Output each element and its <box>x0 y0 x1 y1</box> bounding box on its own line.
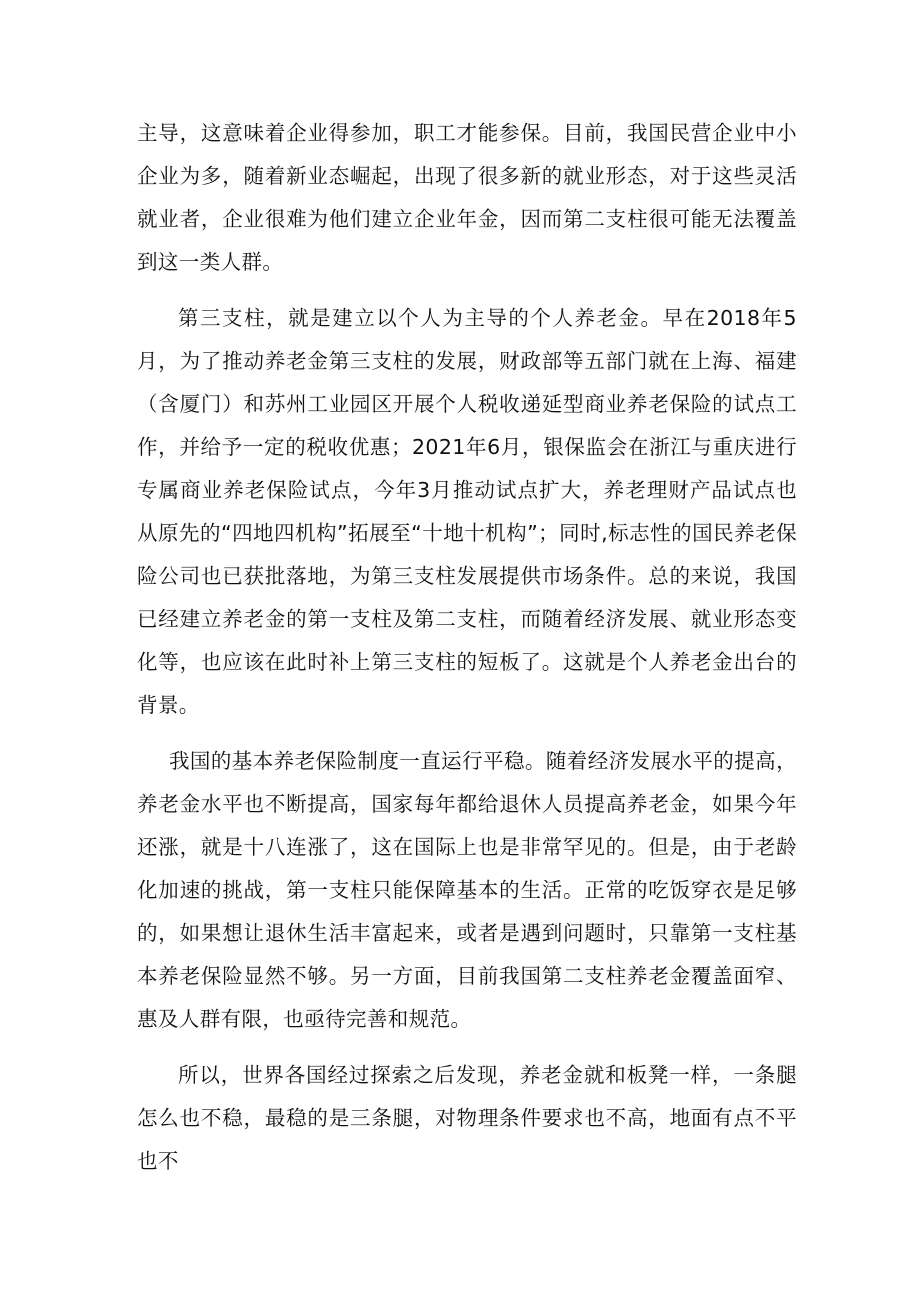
paragraph-2: 第三支柱，就是建立以个人为主导的个人养老金。早在2018年5月，为了推动养老金第三支柱的发展，财政部等五部门就在上海、福建（含厦门）和苏州工业园区开展个人税收递延型商业养老保险的试点工作，并给予一定的税收优惠；2021年6月，银保监会在浙江与重庆进行专属商业养老保险试点，今年3月推动试点扩大，养老理财产品试点也从原先的“四地四机构”拓展至“十地十机构”；同时,标志性的国民养老保险公司也已获批落地，为第三支柱发展提供市场条件。总的来说，我国已经建立养老金的第一支柱及第二支柱，而随着经济发展、就业形态变化等，也应该在此时补上第三支柱的短板了。这就是个人养老金出台的背景。 <box>137 306 797 717</box>
paragraph-3: 我国的基本养老保险制度一直运行平稳。随着经济发展水平的提高，养老金水平也不断提高，国家每年都给退休人员提高养老金，如果今年还涨，就是十八连涨了，这在国际上也是非常罕见的。但是，由于老龄化加速的挑战，第一支柱只能保障基本的生活。正常的吃饭穿衣是足够的，如果想让退休生活丰富起来，或者是遇到问题时，只靠第一支柱基本养老保险显然不够。另一方面，目前我国第二支柱养老金覆盖面窄、惠及人群有限，也亟待完善和规范。 <box>137 749 797 1031</box>
paragraph-4: 所以，世界各国经过探索之后发现，养老金就和板凳一样，一条腿怎么也不稳，最稳的是三条腿，对物理条件要求也不高，地面有点不平也不 <box>137 1063 797 1173</box>
paragraph-1: 主导，这意味着企业得参加，职工才能参保。目前，我国民营企业中小企业为多，随着新业态崛起，出现了很多新的就业形态，对于这些灵活就业者，企业很难为他们建立企业年金，因而第二支柱很可能无法覆盖到这一类人群。 <box>137 121 797 274</box>
document-body <box>137 112 797 1196</box>
